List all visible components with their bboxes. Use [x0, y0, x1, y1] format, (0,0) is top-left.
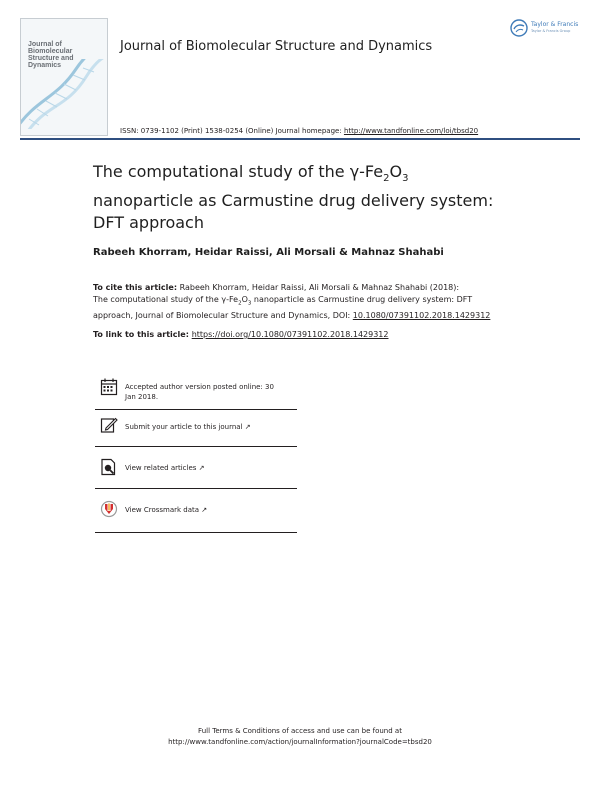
- related-articles-link[interactable]: [125, 463, 205, 473]
- issn-text: ISSN: 0739-1102 (Print) 1538-0254 (Online) Journal homepage:: [120, 127, 344, 135]
- accepted-line1: Accepted author version posted online: 30: [125, 383, 274, 391]
- footer-line1: Full Terms & Conditions of access and use can be found at: [198, 727, 402, 735]
- journal-homepage-link[interactable]: http://www.tandfonline.com/loi/tbsd20: [343, 127, 479, 135]
- action-divider: [95, 532, 297, 533]
- title-sub1: 2: [383, 173, 390, 185]
- publisher-logo-subtext: Taylor & Francis Group: [531, 29, 571, 33]
- external-link-icon: ↗: [198, 464, 205, 472]
- cite-title-a: The computational study of the γ-Fe: [93, 295, 239, 304]
- edit-pencil-icon: [100, 416, 118, 434]
- header-divider: [20, 138, 580, 140]
- cite-sub1: 2: [238, 300, 242, 307]
- footer: [0, 726, 600, 748]
- publisher-logo-icon: [510, 19, 528, 37]
- title-line2: nanoparticle as Carmustine drug delivery system:: [93, 191, 494, 211]
- cite-line3: approach, Journal of Biomolecular Structure and Dynamics, DOI:: [93, 310, 353, 320]
- journal-name: Journal of Biomolecular Structure and Dynamics: [120, 39, 433, 54]
- doi-link[interactable]: 10.1080/07391102.2018.1429312: [352, 310, 491, 320]
- submit-label: Submit your article to this journal: [125, 423, 243, 431]
- crossmark-data-link[interactable]: [125, 505, 207, 515]
- cite-title-c: nanoparticle as Carmustine drug delivery system: DFT: [251, 295, 473, 304]
- dna-helix-graphic: [21, 59, 107, 129]
- calendar-icon: [100, 378, 118, 396]
- title-part1: The computational study of the γ-Fe: [93, 162, 384, 181]
- citation-block: [93, 282, 573, 322]
- link-label: To link to this article:: [93, 330, 192, 339]
- issn-line: [120, 127, 478, 135]
- journal-cover-image: [20, 18, 108, 136]
- accepted-date-text: [125, 382, 274, 402]
- cover-title-line1: Journal of Biomolecular: [28, 41, 73, 55]
- cite-title-b: O: [241, 295, 248, 304]
- article-title: [93, 161, 563, 234]
- publisher-logo-text: Taylor & Francis: [531, 21, 579, 28]
- publisher-logo[interactable]: [510, 18, 586, 40]
- crossmark-icon: [100, 500, 118, 518]
- action-divider: [95, 488, 297, 489]
- external-link-icon: ↗: [201, 506, 208, 514]
- document-search-icon: [100, 458, 118, 476]
- footer-terms-link[interactable]: http://www.tandfonline.com/action/journalInformation?journalCode=tbsd20: [168, 738, 432, 746]
- title-line3: DFT approach: [93, 213, 204, 233]
- external-link-icon: ↗: [244, 423, 251, 431]
- title-part2: O: [389, 162, 403, 181]
- title-sub2: 3: [402, 173, 409, 185]
- cite-label: To cite this article:: [93, 283, 178, 292]
- action-divider: [95, 409, 297, 410]
- action-divider: [95, 446, 297, 447]
- cite-sub2: 3: [247, 300, 252, 307]
- article-url-link[interactable]: https://doi.org/10.1080/07391102.2018.1429312: [191, 330, 389, 339]
- crossmark-label: View Crossmark data: [125, 506, 200, 514]
- accepted-line2: Jan 2018.: [125, 393, 159, 401]
- cover-title-line2: Structure and Dynamics: [28, 55, 74, 69]
- submit-article-link[interactable]: [125, 422, 251, 432]
- link-to-article: [93, 330, 389, 339]
- related-label: View related articles: [125, 464, 197, 472]
- cite-authors: Rabeeh Khorram, Heidar Raissi, Ali Morsali & Mahnaz Shahabi (2018):: [177, 283, 460, 292]
- article-authors: Rabeeh Khorram, Heidar Raissi, Ali Morsali & Mahnaz Shahabi: [93, 247, 444, 258]
